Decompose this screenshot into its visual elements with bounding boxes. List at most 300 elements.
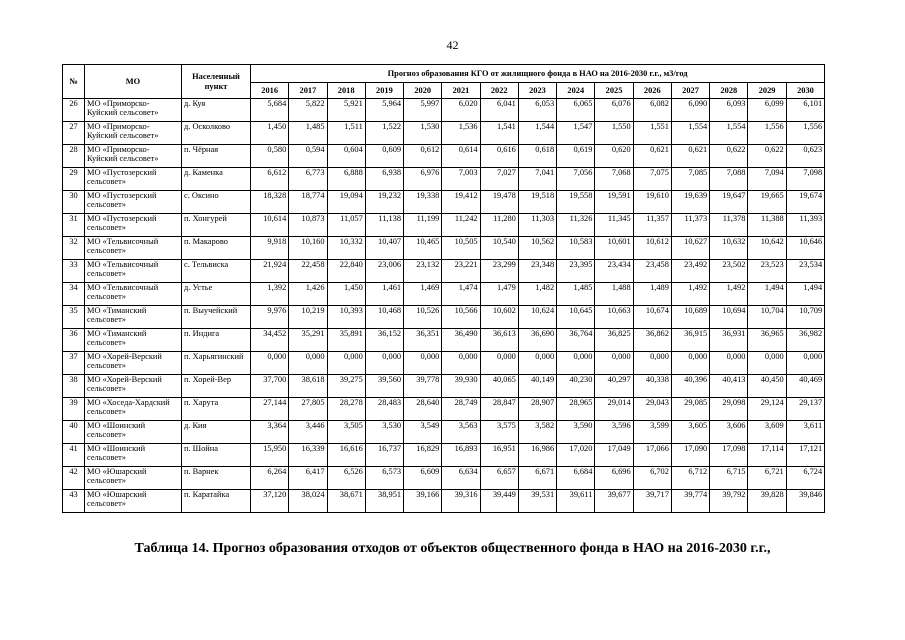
row-value: 10,526 [404,306,442,329]
row-value: 6,724 [786,467,824,490]
row-municipality: МО «Шоинский сельсовет» [85,421,182,444]
row-value: 0,000 [595,352,633,375]
row-value: 6,712 [671,467,709,490]
row-value: 18,328 [251,191,289,214]
row-value: 10,627 [671,237,709,260]
row-municipality: МО «Приморско-Куйский сельсовет» [85,122,182,145]
row-value: 3,582 [518,421,556,444]
row-number: 34 [63,283,85,306]
row-value: 11,138 [365,214,403,237]
row-value: 40,338 [633,375,671,398]
row-value: 10,602 [480,306,518,329]
row-number: 29 [63,168,85,191]
row-value: 0,000 [671,352,709,375]
table-row [63,283,825,306]
row-settlement: п. Выучейский [182,306,251,329]
row-value: 7,085 [671,168,709,191]
row-value: 6,099 [748,99,786,122]
row-value: 6,264 [251,467,289,490]
row-municipality: МО «Приморско-Куйский сельсовет» [85,145,182,168]
row-value: 39,930 [442,375,480,398]
row-value: 23,132 [404,260,442,283]
row-value: 36,982 [786,329,824,352]
row-value: 0,000 [557,352,595,375]
row-value: 1,544 [518,122,556,145]
row-value: 0,000 [710,352,748,375]
row-value: 7,075 [633,168,671,191]
row-municipality: МО «Юшарский сельсовет» [85,490,182,513]
row-value: 3,364 [251,421,289,444]
table-row [63,214,825,237]
row-municipality: МО «Пустозерский сельсовет» [85,168,182,191]
row-value: 11,280 [480,214,518,237]
row-value: 0,580 [251,145,289,168]
row-municipality: МО «Тельвисочный сельсовет» [85,283,182,306]
row-value: 39,717 [633,490,671,513]
row-value: 6,715 [710,467,748,490]
row-value: 5,684 [251,99,289,122]
row-value: 10,646 [786,237,824,260]
row-value: 1,554 [671,122,709,145]
row-value: 23,395 [557,260,595,283]
row-value: 7,056 [557,168,595,191]
row-settlement: п. Харьягинский [182,352,251,375]
header-year: 2027 [671,83,709,99]
row-value: 1,479 [480,283,518,306]
row-value: 1,450 [251,122,289,145]
row-settlement: п. Чёрная [182,145,251,168]
row-value: 6,526 [327,467,365,490]
row-value: 17,114 [748,444,786,467]
row-value: 6,888 [327,168,365,191]
row-municipality: МО «Тиманский сельсовет» [85,306,182,329]
row-value: 6,634 [442,467,480,490]
row-value: 6,053 [518,99,556,122]
header-year: 2016 [251,83,289,99]
row-value: 6,938 [365,168,403,191]
row-value: 0,000 [365,352,403,375]
row-value: 36,931 [710,329,748,352]
row-value: 19,558 [557,191,595,214]
row-value: 19,610 [633,191,671,214]
row-value: 0,620 [595,145,633,168]
row-value: 28,483 [365,398,403,421]
row-value: 23,502 [710,260,748,283]
row-value: 0,622 [710,145,748,168]
row-value: 39,677 [595,490,633,513]
row-value: 10,709 [786,306,824,329]
row-value: 7,027 [480,168,518,191]
header-year: 2024 [557,83,595,99]
row-value: 7,098 [786,168,824,191]
row-value: 0,594 [289,145,327,168]
row-value: 10,465 [404,237,442,260]
row-value: 39,275 [327,375,365,398]
row-value: 1,450 [327,283,365,306]
row-value: 0,614 [442,145,480,168]
row-value: 10,540 [480,237,518,260]
row-value: 6,696 [595,467,633,490]
row-value: 6,093 [710,99,748,122]
row-value: 17,121 [786,444,824,467]
row-value: 10,694 [710,306,748,329]
row-value: 0,622 [748,145,786,168]
row-value: 0,000 [786,352,824,375]
row-value: 1,494 [786,283,824,306]
row-value: 35,891 [327,329,365,352]
header-year: 2025 [595,83,633,99]
row-number: 38 [63,375,85,398]
row-number: 33 [63,260,85,283]
row-value: 23,006 [365,260,403,283]
row-value: 29,014 [595,398,633,421]
table-row [63,168,825,191]
row-settlement: д. Устье [182,283,251,306]
row-value: 39,166 [404,490,442,513]
row-value: 1,488 [595,283,633,306]
row-value: 0,618 [518,145,556,168]
row-value: 19,518 [518,191,556,214]
table-row [63,421,825,444]
row-number: 36 [63,329,85,352]
row-value: 3,599 [633,421,671,444]
row-value: 40,297 [595,375,633,398]
row-value: 40,149 [518,375,556,398]
row-value: 18,774 [289,191,327,214]
row-value: 11,378 [710,214,748,237]
header-year: 2019 [365,83,403,99]
row-value: 0,000 [442,352,480,375]
row-value: 16,893 [442,444,480,467]
row-settlement: с. Тельвиска [182,260,251,283]
table-row [63,352,825,375]
row-value: 10,873 [289,214,327,237]
row-settlement: д. Каменка [182,168,251,191]
row-value: 1,536 [442,122,480,145]
table-row [63,398,825,421]
row-value: 10,612 [633,237,671,260]
row-value: 29,043 [633,398,671,421]
row-value: 11,373 [671,214,709,237]
row-value: 19,478 [480,191,518,214]
header-year: 2023 [518,83,556,99]
row-municipality: МО «Тельвисочный сельсовет» [85,237,182,260]
row-value: 28,907 [518,398,556,421]
row-value: 10,632 [710,237,748,260]
row-value: 7,088 [710,168,748,191]
row-value: 39,316 [442,490,480,513]
row-value: 36,825 [595,329,633,352]
row-value: 11,357 [633,214,671,237]
row-value: 0,619 [557,145,595,168]
row-value: 17,049 [595,444,633,467]
row-value: 1,461 [365,283,403,306]
row-value: 10,160 [289,237,327,260]
row-value: 7,003 [442,168,480,191]
row-value: 28,278 [327,398,365,421]
row-value: 1,547 [557,122,595,145]
row-value: 1,550 [595,122,633,145]
row-number: 31 [63,214,85,237]
header-forecast: Прогноз образования КГО от жилищного фонда в НАО на 2016-2030 г.г., м3/год [251,65,825,83]
row-value: 40,396 [671,375,709,398]
row-value: 38,618 [289,375,327,398]
row-value: 10,601 [595,237,633,260]
row-value: 39,778 [404,375,442,398]
row-value: 29,085 [671,398,709,421]
row-value: 19,094 [327,191,365,214]
row-value: 10,614 [251,214,289,237]
row-value: 10,566 [442,306,480,329]
row-municipality: МО «Хоседа-Хардский сельсовет» [85,398,182,421]
row-value: 11,199 [404,214,442,237]
row-settlement: п. Индига [182,329,251,352]
row-value: 0,000 [748,352,786,375]
row-value: 6,721 [748,467,786,490]
row-number: 35 [63,306,85,329]
row-value: 9,918 [251,237,289,260]
row-number: 27 [63,122,85,145]
row-value: 6,609 [404,467,442,490]
table-body [63,99,825,513]
row-number: 32 [63,237,85,260]
row-value: 0,000 [289,352,327,375]
row-value: 6,041 [480,99,518,122]
row-municipality: МО «Пустозерский сельсовет» [85,214,182,237]
row-value: 23,534 [786,260,824,283]
row-value: 1,474 [442,283,480,306]
row-value: 0,621 [633,145,671,168]
row-value: 16,951 [480,444,518,467]
row-value: 6,076 [595,99,633,122]
header-year: 2022 [480,83,518,99]
header-year: 2021 [442,83,480,99]
table-row [63,467,825,490]
row-value: 36,915 [671,329,709,352]
row-value: 1,489 [633,283,671,306]
row-value: 0,609 [365,145,403,168]
header-year: 2026 [633,83,671,99]
header-year: 2029 [748,83,786,99]
row-value: 10,663 [595,306,633,329]
row-value: 39,531 [518,490,556,513]
row-value: 37,700 [251,375,289,398]
row-value: 19,232 [365,191,403,214]
row-value: 10,689 [671,306,709,329]
row-number: 26 [63,99,85,122]
row-value: 0,604 [327,145,365,168]
row-value: 10,704 [748,306,786,329]
header-year: 2018 [327,83,365,99]
row-value: 6,020 [442,99,480,122]
row-value: 39,449 [480,490,518,513]
row-municipality: МО «Шоинский сельсовет» [85,444,182,467]
row-value: 6,612 [251,168,289,191]
header-point: Населенный пункт [182,65,251,99]
row-settlement: п. Макарово [182,237,251,260]
row-municipality: МО «Хорей-Верский сельсовет» [85,375,182,398]
row-value: 36,613 [480,329,518,352]
header-mo: МО [85,65,182,99]
row-value: 34,452 [251,329,289,352]
row-value: 28,847 [480,398,518,421]
row-value: 0,000 [404,352,442,375]
row-value: 5,964 [365,99,403,122]
row-value: 3,530 [365,421,403,444]
row-value: 6,417 [289,467,327,490]
row-value: 1,492 [710,283,748,306]
row-value: 19,591 [595,191,633,214]
row-value: 11,326 [557,214,595,237]
row-value: 0,000 [633,352,671,375]
row-value: 38,671 [327,490,365,513]
row-value: 16,616 [327,444,365,467]
row-number: 30 [63,191,85,214]
row-value: 39,560 [365,375,403,398]
page-number: 42 [446,38,459,52]
row-value: 27,805 [289,398,327,421]
row-value: 1,541 [480,122,518,145]
row-value: 11,303 [518,214,556,237]
row-value: 3,590 [557,421,595,444]
row-value: 10,583 [557,237,595,260]
row-value: 19,665 [748,191,786,214]
row-value: 40,065 [480,375,518,398]
row-value: 29,137 [786,398,824,421]
row-value: 6,684 [557,467,595,490]
table-row [63,237,825,260]
row-value: 40,413 [710,375,748,398]
row-value: 40,469 [786,375,824,398]
row-value: 3,606 [710,421,748,444]
row-value: 0,000 [327,352,365,375]
row-number: 40 [63,421,85,444]
row-value: 29,098 [710,398,748,421]
row-value: 1,551 [633,122,671,145]
row-value: 3,446 [289,421,327,444]
row-municipality: МО «Тиманский сельсовет» [85,329,182,352]
row-municipality: МО «Пустозерский сельсовет» [85,191,182,214]
row-value: 22,840 [327,260,365,283]
row-number: 39 [63,398,85,421]
table-row [63,444,825,467]
row-value: 17,066 [633,444,671,467]
row-value: 23,434 [595,260,633,283]
row-value: 7,068 [595,168,633,191]
row-settlement: п. Шойна [182,444,251,467]
row-value: 1,485 [289,122,327,145]
row-value: 23,458 [633,260,671,283]
row-value: 0,623 [786,145,824,168]
row-value: 36,764 [557,329,595,352]
row-value: 3,609 [748,421,786,444]
row-value: 1,485 [557,283,595,306]
row-value: 6,573 [365,467,403,490]
header-year: 2028 [710,83,748,99]
row-value: 36,965 [748,329,786,352]
row-value: 6,101 [786,99,824,122]
row-value: 10,407 [365,237,403,260]
row-value: 38,951 [365,490,403,513]
table-caption: Таблица 14. Прогноз образования отходов от объектов общественного фонда в НАО на 2016-2030 г.г., [134,541,771,556]
row-value: 1,522 [365,122,403,145]
row-value: 17,090 [671,444,709,467]
row-value: 39,774 [671,490,709,513]
row-value: 39,846 [786,490,824,513]
header-year: 2030 [786,83,824,99]
row-value: 10,674 [633,306,671,329]
row-value: 7,041 [518,168,556,191]
row-value: 6,090 [671,99,709,122]
row-value: 11,393 [786,214,824,237]
row-value: 21,924 [251,260,289,283]
row-value: 5,997 [404,99,442,122]
row-value: 10,468 [365,306,403,329]
row-number: 41 [63,444,85,467]
table-row [63,122,825,145]
row-value: 3,549 [404,421,442,444]
row-value: 7,094 [748,168,786,191]
row-value: 17,020 [557,444,595,467]
row-number: 28 [63,145,85,168]
row-value: 19,674 [786,191,824,214]
row-value: 23,299 [480,260,518,283]
row-value: 23,221 [442,260,480,283]
row-value: 35,291 [289,329,327,352]
row-value: 39,792 [710,490,748,513]
row-value: 23,348 [518,260,556,283]
row-value: 1,482 [518,283,556,306]
row-value: 28,965 [557,398,595,421]
row-value: 16,986 [518,444,556,467]
row-value: 0,000 [251,352,289,375]
row-municipality: МО «Тельвисочный сельсовет» [85,260,182,283]
row-settlement: д. Осколково [182,122,251,145]
row-value: 36,152 [365,329,403,352]
table-row [63,145,825,168]
table-row [63,191,825,214]
row-value: 9,976 [251,306,289,329]
row-value: 10,219 [289,306,327,329]
row-value: 23,523 [748,260,786,283]
table-row [63,99,825,122]
table-row [63,329,825,352]
row-value: 6,702 [633,467,671,490]
row-value: 6,773 [289,168,327,191]
header-year: 2020 [404,83,442,99]
row-value: 27,144 [251,398,289,421]
row-value: 0,000 [480,352,518,375]
row-settlement: д. Куя [182,99,251,122]
row-settlement: д. Кия [182,421,251,444]
table-row [63,375,825,398]
row-value: 6,976 [404,168,442,191]
row-value: 19,639 [671,191,709,214]
row-value: 28,749 [442,398,480,421]
row-value: 16,339 [289,444,327,467]
row-value: 3,505 [327,421,365,444]
row-value: 19,412 [442,191,480,214]
row-value: 19,647 [710,191,748,214]
row-value: 1,554 [710,122,748,145]
row-value: 6,671 [518,467,556,490]
row-value: 1,426 [289,283,327,306]
row-value: 3,563 [442,421,480,444]
row-value: 15,950 [251,444,289,467]
row-number: 43 [63,490,85,513]
row-value: 40,230 [557,375,595,398]
row-settlement: п. Харута [182,398,251,421]
